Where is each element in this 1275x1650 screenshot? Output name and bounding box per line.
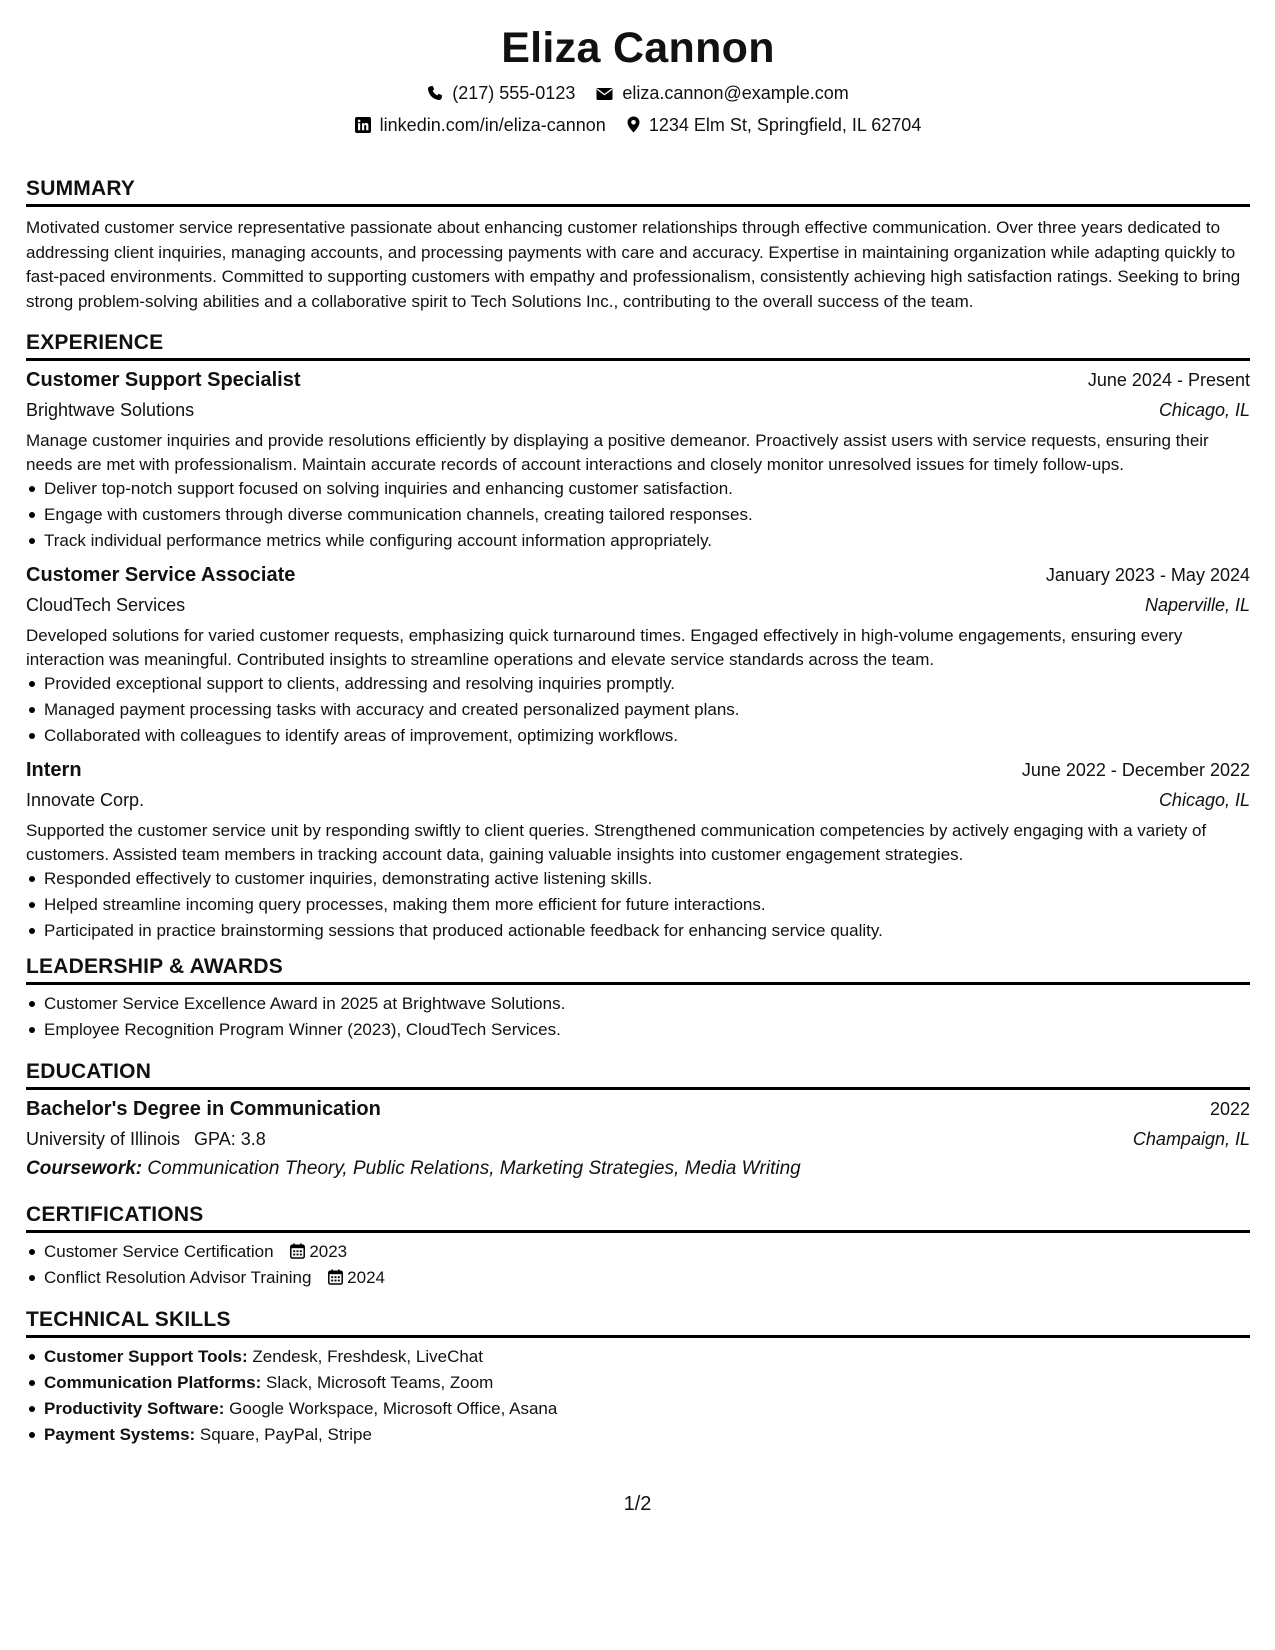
contact-row-secondary (26, 114, 1250, 136)
skill-values: Google Workspace, Microsoft Office, Asana (229, 1399, 558, 1418)
job-title: Customer Support Specialist (26, 369, 301, 391)
coursework-label: Coursework: (26, 1158, 143, 1179)
candidate-name: Eliza Cannon (501, 24, 775, 72)
phone-number: (217) 555-0123 (452, 83, 576, 103)
email-address: eliza.cannon@example.com (622, 83, 849, 103)
list-item (26, 1344, 1250, 1370)
address: 1234 Elm St, Springfield, IL 62704 (648, 115, 922, 135)
job-bullets (26, 671, 1250, 749)
awards-heading: LEADERSHIP & AWARDS (26, 954, 1250, 985)
summary-text: Motivated customer service representative passionate about enhancing customer relationships through effective communication. Over three years dedicated to addressing client inquiries, managing accounts, and processing payments with care and accuracy. Expertise in maintaining organization while adapting quickly to fast-paced environments. Committed to supporting customers with empathy and professionalism, consistently achieving high satisfaction ratings. Seeking to bring strong problem-solving abilities and a collaborative spirit to Tech Solutions Inc., contributing to the overall success of the team. (26, 218, 1241, 311)
list-item (26, 1239, 1250, 1265)
list-item (26, 1265, 1250, 1291)
job-location: Chicago, IL (1158, 400, 1250, 420)
degree-name: Bachelor's Degree in Communication (26, 1098, 381, 1120)
calendar-icon (290, 1243, 305, 1259)
school-info (26, 1124, 266, 1154)
list-item: Deliver top-notch support focused on solving inquiries and enhancing customer satisfaction. (26, 476, 1250, 502)
list-item (26, 1370, 1250, 1396)
summary-heading: SUMMARY (26, 176, 1250, 207)
gpa: GPA: 3.8 (194, 1129, 266, 1149)
company-name: Brightwave Solutions (26, 400, 195, 420)
envelope-icon (596, 87, 613, 101)
certification-year: 2024 (347, 1268, 385, 1287)
company-name: Innovate Corp. (26, 790, 145, 810)
certifications-section (26, 1202, 1250, 1291)
contact-row-primary (26, 82, 1250, 104)
certification-date (290, 1242, 347, 1261)
company-name: CloudTech Services (26, 595, 186, 615)
education-heading: EDUCATION (26, 1059, 1250, 1090)
list-item: Participated in practice brainstorming sessions that produced actionable feedback for enhancing service quality. (26, 918, 1250, 944)
resume-page (26, 0, 1250, 1448)
calendar-icon (328, 1269, 343, 1285)
job-bullets (26, 866, 1250, 944)
list-item: Track individual performance metrics while configuring account information appropriately. (26, 528, 1250, 554)
linkedin-icon (355, 117, 371, 133)
job-entry (26, 560, 1250, 749)
experience-section (26, 330, 1250, 944)
coursework (26, 1154, 1250, 1184)
address-contact (627, 114, 922, 136)
email-contact[interactable] (596, 82, 848, 104)
skill-category: Customer Support Tools: (44, 1347, 248, 1366)
map-pin-icon (627, 116, 640, 133)
list-item: Collaborated with colleagues to identify areas of improvement, optimizing workflows. (26, 723, 1250, 749)
skill-values: Slack, Microsoft Teams, Zoom (265, 1373, 494, 1392)
school-location: Champaign, IL (1132, 1129, 1250, 1149)
skill-values: Square, PayPal, Stripe (199, 1425, 372, 1444)
job-dates: June 2022 - December 2022 (1021, 760, 1250, 780)
certification-name: Conflict Resolution Advisor Training (44, 1268, 312, 1287)
job-dates: January 2023 - May 2024 (1045, 565, 1250, 585)
job-location: Naperville, IL (1144, 595, 1250, 615)
job-dates: June 2024 - Present (1087, 370, 1250, 390)
awards-list (26, 991, 1250, 1043)
list-item (26, 1422, 1250, 1448)
linkedin-url: linkedin.com/in/eliza-cannon (379, 115, 606, 135)
job-description: Supported the customer service unit by responding swiftly to client queries. Strengthened communication competencies by actively engaging with a variety of customers. Assisted team members in tracking account data, gaining valuable insights into customer engagement strategies. (26, 821, 1207, 864)
list-item: Managed payment processing tasks with accuracy and created personalized payment plans. (26, 697, 1250, 723)
certification-year: 2023 (309, 1242, 348, 1261)
phone-icon (427, 85, 443, 101)
skill-category: Payment Systems: (44, 1425, 196, 1444)
certifications-list (26, 1239, 1250, 1291)
skill-category: Productivity Software: (44, 1399, 225, 1418)
list-item (26, 1396, 1250, 1422)
school-name: University of Illinois (26, 1129, 181, 1149)
certifications-heading: CERTIFICATIONS (26, 1202, 1250, 1233)
phone-contact[interactable] (427, 82, 575, 104)
certification-date (328, 1268, 385, 1287)
skills-section (26, 1307, 1250, 1448)
job-entry (26, 755, 1250, 944)
education-section (26, 1059, 1250, 1184)
page-number: 1/2 (623, 1493, 652, 1515)
list-item: Helped streamline incoming query processes, making them more efficient for future interactions. (26, 892, 1250, 918)
job-location: Chicago, IL (1158, 790, 1250, 810)
skill-values: Zendesk, Freshdesk, LiveChat (252, 1347, 483, 1366)
awards-section (26, 954, 1250, 1043)
skills-list (26, 1344, 1250, 1448)
job-description: Manage customer inquiries and provide resolutions efficiently by displaying a positive demeanor. Proactively assist users with service requests, ensuring their needs are met with professionalism. Maintain accurate records of account interactions and closely monitor unresolved issues for timely follow-ups. (26, 431, 1209, 474)
skill-category: Communication Platforms: (44, 1373, 262, 1392)
job-title: Customer Service Associate (26, 564, 296, 586)
list-item: Customer Service Excellence Award in 2025 at Brightwave Solutions. (26, 991, 1250, 1017)
list-item: Engage with customers through diverse communication channels, creating tailored responses. (26, 502, 1250, 528)
job-bullets (26, 476, 1250, 554)
job-description: Developed solutions for varied customer requests, emphasizing quick turnaround times. Engaged effectively in high-volume engagements, ensuring every interaction was meaningful. Contributed insights to streamline operations and elevate service standards across the team. (26, 626, 1183, 669)
skills-heading: TECHNICAL SKILLS (26, 1307, 1250, 1338)
list-item: Employee Recognition Program Winner (2023), CloudTech Services. (26, 1017, 1250, 1043)
job-title: Intern (26, 759, 82, 781)
experience-heading: EXPERIENCE (26, 330, 1250, 361)
linkedin-contact[interactable] (355, 114, 606, 136)
list-item: Responded effectively to customer inquiries, demonstrating active listening skills. (26, 866, 1250, 892)
graduation-year: 2022 (1209, 1099, 1250, 1119)
coursework-list: Communication Theory, Public Relations, Marketing Strategies, Media Writing (147, 1158, 801, 1179)
job-entry (26, 365, 1250, 554)
certification-name: Customer Service Certification (44, 1242, 274, 1261)
list-item: Provided exceptional support to clients, addressing and resolving inquiries promptly. (26, 671, 1250, 697)
summary-section (26, 176, 1250, 314)
